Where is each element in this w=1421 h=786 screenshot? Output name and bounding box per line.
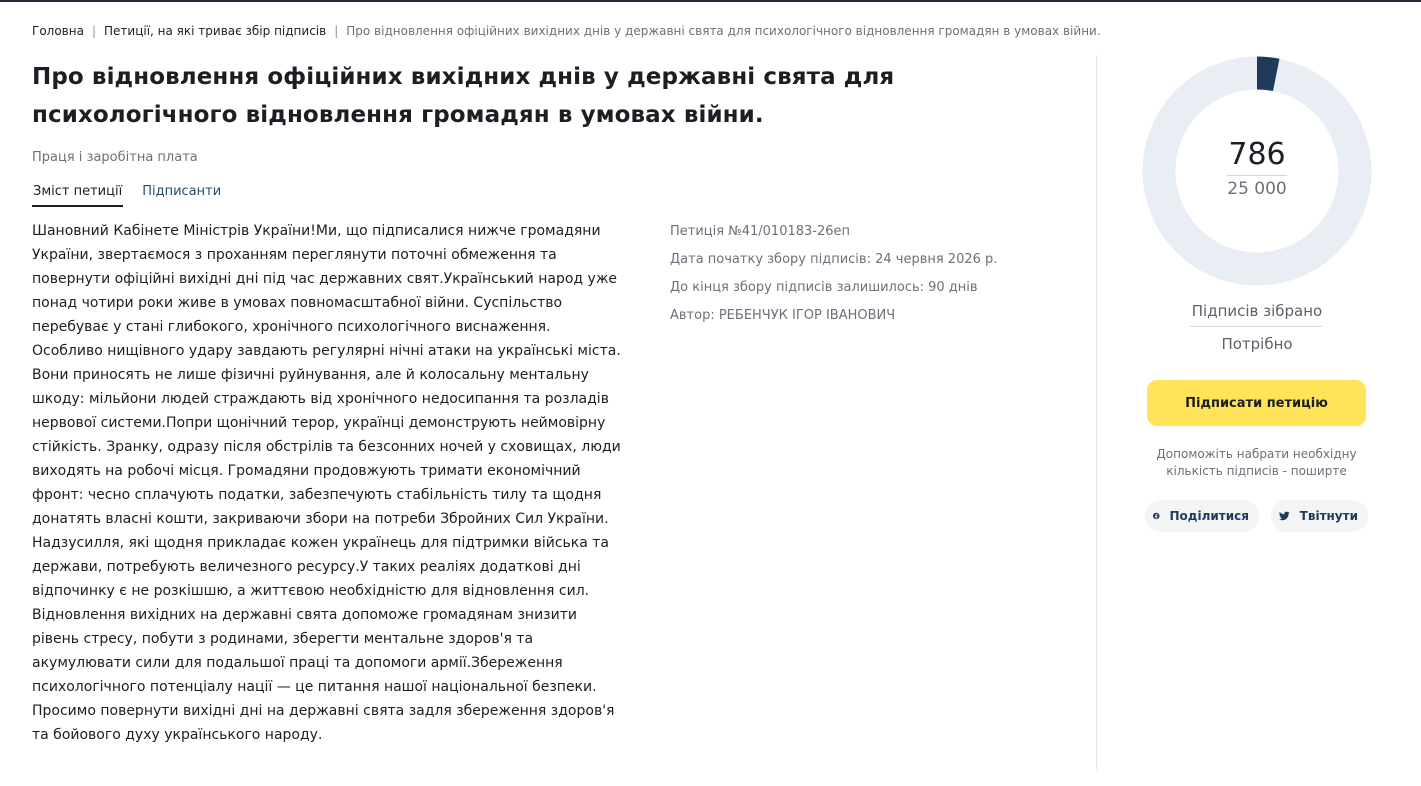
tab-content[interactable]: Зміст петиції (32, 184, 123, 207)
share-twitter-button[interactable] (1271, 500, 1368, 532)
top-accent-bar (0, 0, 1421, 2)
facebook-icon (1153, 506, 1160, 526)
petition-tabs (32, 184, 240, 207)
share-help-text: Допоможіть набрати необхідну кількість підписів - поширте (1156, 447, 1357, 478)
petition-body: Шановний Кабінете Міністрів України!Ми, що підписалися нижче громадяни України, звертаємося з проханням переглянути поточні обмеження та повернути офіційні вихідні дні під час державних свят.Український народ уже понад чотири роки живе в умовах повномасштабної війни. Суспільство перебуває у стані глибокого, хронічного психологічного виснаження. Особливо нищівного удару завдають регулярні нічні атаки на українські міста. Вони приносять не лише фізичні руйнування, але й колосальну ментальну шкоду: мільйони людей страждають від хронічного недосипання та розладів нервової системи.Попри щонічний терор, українці демонструють неймовірну стійкість. Зранку, одразу після обстрілів та безсонних ночей у сховищах, люди виходять на робочі місця. Громадяни продовжують тримати економічний фронт: чесно сплачують податки, забезпечують стабільність тилу та щодня донатять власні кошти, закриваючи збори на потреби Збройних Сил України. Надзусилля, які щодня прикладає кожен українець для підтримки війська та держави, потребують величезного ресурсу.У таких реаліях додаткові дні відпочинку є не розкішшю, а життєвою необхідністю для відновлення сил. Відновлення вихідних на державні свята допоможе громадянам знизити рівень стресу, побути з родинами, зберегти ментальне здоров'я та акумулювати сили для подальшої праці та допомоги армії.Збереження психологічного потенціалу нації — це питання нашої національної безпеки. Просимо повернути вихідні дні на державні свята задля збереження здоров'я та бойового духу українського народу. (32, 223, 621, 743)
breadcrumb-separator: | (91, 24, 96, 38)
breadcrumb-section-link[interactable]: Петиції, на які триває збір підписів (104, 24, 327, 38)
petition-days-left: До кінця збору підписів залишилось: 90 днів (670, 280, 978, 295)
twitter-icon (1279, 507, 1290, 525)
share-facebook-button[interactable] (1145, 500, 1259, 532)
petition-start-date: Дата початку збору підписів: 24 червня 2026 р. (670, 252, 998, 267)
share-facebook-label: Поділитися (1169, 509, 1249, 523)
sign-petition-button[interactable]: Підписати петицію (1147, 380, 1366, 426)
stats-separator (1190, 326, 1322, 327)
sidebar-divider (1096, 55, 1097, 770)
tab-signers[interactable]: Підписанти (142, 184, 222, 199)
breadcrumb (32, 23, 1101, 39)
breadcrumb-home-link[interactable]: Головна (32, 24, 84, 38)
signature-goal: 25 000 (1227, 179, 1287, 199)
signature-progress-ring (1141, 55, 1373, 287)
petition-author: Автор: РЕБЕНЧУК ІГОР ІВАНОВИЧ (670, 308, 896, 323)
breadcrumb-separator: | (334, 24, 339, 38)
petition-meta (670, 218, 1070, 330)
page-title: Про відновлення офіційних вихідних днів у державні свята для психологічного відновлення громадян в умовах війни. (32, 64, 895, 128)
count-separator (1227, 175, 1287, 176)
breadcrumb-current: Про відновлення офіційних вихідних днів у державні свята для психологічного відновлення громадян в умовах війни. (346, 24, 1101, 38)
needed-label: Потрібно (1221, 335, 1293, 353)
collected-label: Підписів зібрано (1191, 302, 1323, 320)
share-twitter-label: Твітнути (1299, 509, 1358, 523)
petition-category: Праця і заробітна плата (32, 150, 198, 165)
petition-number: Петиція №41/010183-26еп (670, 224, 851, 239)
signature-count: 786 (1228, 137, 1286, 172)
